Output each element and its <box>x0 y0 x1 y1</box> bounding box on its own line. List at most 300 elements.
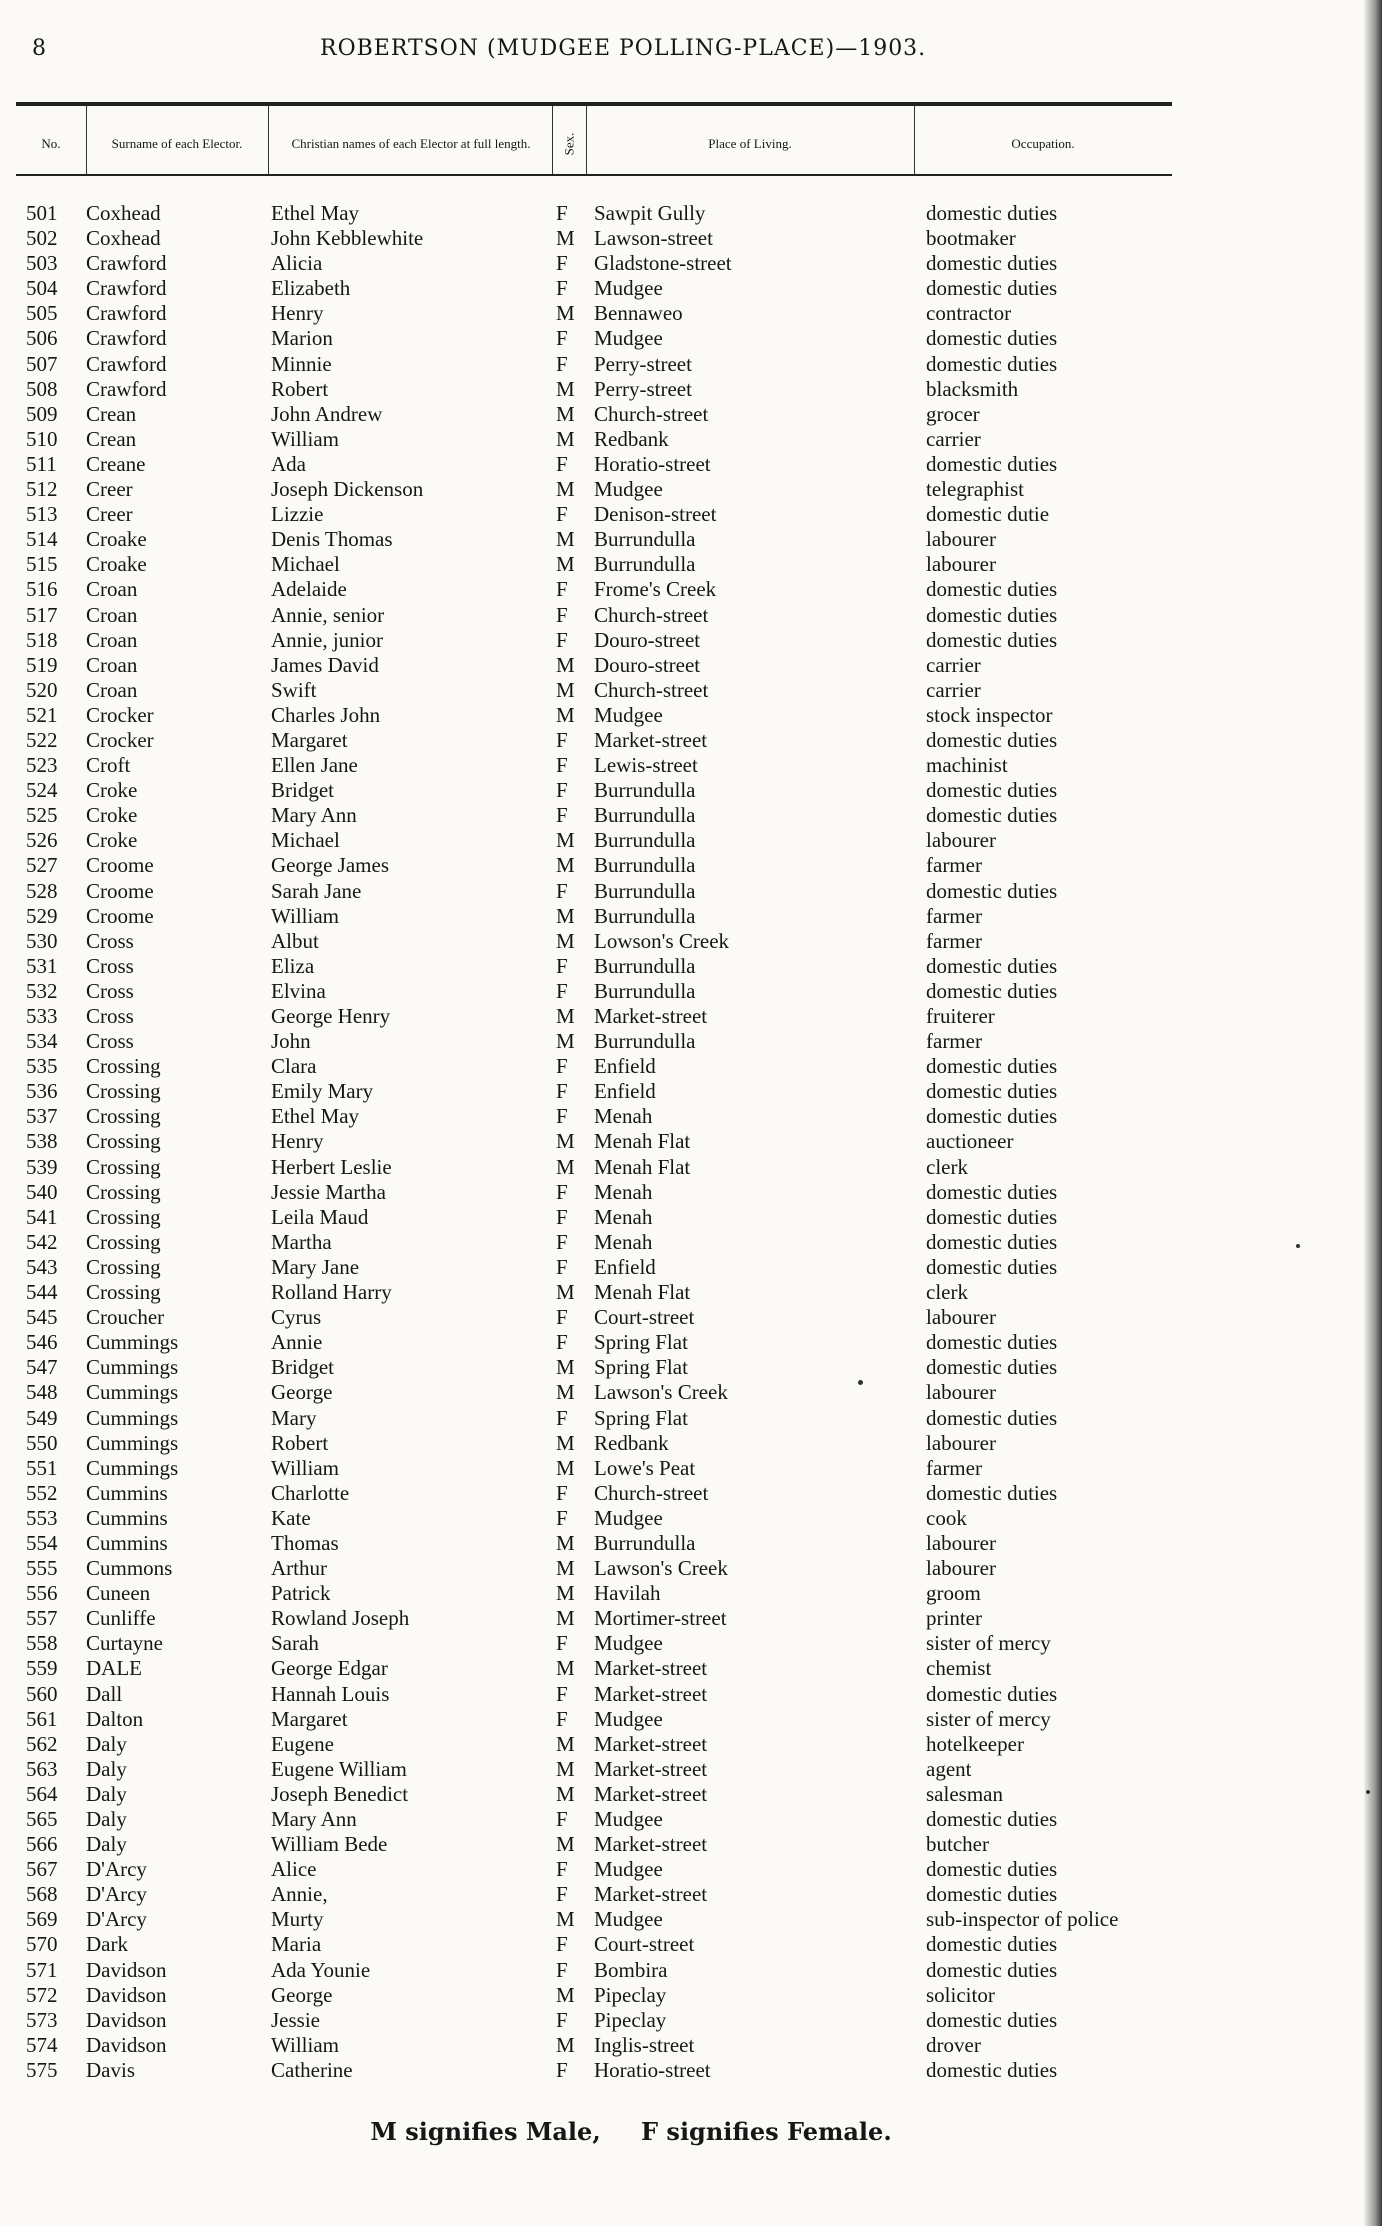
table-row <box>0 979 1382 1004</box>
elector-number: 563 <box>26 1756 58 1781</box>
elector-number: 540 <box>26 1179 58 1204</box>
elector-occupation: domestic duties <box>926 1079 1058 1104</box>
elector-surname: Cross <box>86 1029 134 1054</box>
elector-occupation: domestic duties <box>926 1681 1058 1706</box>
elector-place-of-living: Spring Flat <box>594 1355 688 1380</box>
elector-sex: F <box>556 803 568 828</box>
elector-place-of-living: Lawson's Creek <box>594 1380 728 1405</box>
elector-place-of-living: Market-street <box>594 1656 708 1681</box>
elector-christian-names: George James <box>271 853 389 878</box>
elector-christian-names: Clara <box>271 1054 317 1079</box>
elector-christian-names: William <box>271 426 339 451</box>
elector-christian-names: Patrick <box>271 1581 331 1606</box>
elector-place-of-living: Denison-street <box>594 502 717 527</box>
elector-number: 523 <box>26 753 58 778</box>
elector-occupation: domestic duties <box>926 727 1058 752</box>
elector-occupation: contractor <box>926 301 1012 326</box>
elector-surname: Crawford <box>86 326 167 351</box>
elector-surname: Crossing <box>86 1204 161 1229</box>
elector-surname: Cummins <box>86 1530 168 1555</box>
elector-surname: Croan <box>86 677 138 702</box>
elector-occupation: labourer <box>926 1556 996 1581</box>
elector-number: 562 <box>26 1731 58 1756</box>
elector-sex: F <box>556 1254 568 1279</box>
elector-occupation: domestic duties <box>926 1480 1058 1505</box>
table-row <box>0 1380 1382 1405</box>
table-row <box>0 1456 1382 1481</box>
elector-number: 538 <box>26 1129 58 1154</box>
column-header-occupation: Occupation. <box>1011 136 1075 151</box>
elector-surname: Cross <box>86 928 134 953</box>
elector-surname: Crossing <box>86 1229 161 1254</box>
elector-sex: F <box>556 2057 568 2082</box>
elector-christian-names: Alice <box>271 1857 317 1882</box>
elector-occupation: domestic duties <box>926 326 1058 351</box>
elector-sex: M <box>556 477 575 502</box>
table-row <box>0 1707 1382 1732</box>
elector-sex: M <box>556 1907 575 1932</box>
table-row <box>0 1180 1382 1205</box>
elector-sex: F <box>556 251 568 276</box>
elector-place-of-living: Menah <box>594 1204 653 1229</box>
elector-surname: Cummings <box>86 1405 179 1430</box>
elector-place-of-living: Lewis-street <box>594 753 698 778</box>
elector-sex: F <box>556 602 568 627</box>
elector-place-of-living: Church-street <box>594 401 709 426</box>
elector-place-of-living: Redbank <box>594 1430 669 1455</box>
elector-surname: Croke <box>86 803 138 828</box>
elector-sex: M <box>556 226 575 251</box>
elector-place-of-living: Burrundulla <box>594 978 696 1003</box>
elector-number: 514 <box>26 527 58 552</box>
elector-christian-names: Annie, <box>271 1882 328 1907</box>
elector-number: 516 <box>26 577 58 602</box>
elector-christian-names: Margaret <box>271 727 348 752</box>
table-row <box>0 2033 1382 2058</box>
elector-occupation: clerk <box>926 1280 968 1305</box>
elector-occupation: labourer <box>926 828 996 853</box>
elector-occupation: stock inspector <box>926 702 1053 727</box>
elector-occupation: domestic duties <box>926 1254 1058 1279</box>
table-row <box>0 201 1382 226</box>
table-row <box>0 301 1382 326</box>
elector-christian-names: Albut <box>271 928 319 953</box>
elector-surname: Crawford <box>86 301 167 326</box>
elector-surname: Cuneen <box>86 1581 151 1606</box>
elector-number: 544 <box>26 1280 58 1305</box>
elector-sex: F <box>556 1882 568 1907</box>
elector-number: 501 <box>26 201 58 225</box>
table-row <box>0 803 1382 828</box>
elector-place-of-living: Market-street <box>594 727 708 752</box>
elector-place-of-living: Market-street <box>594 1832 708 1857</box>
elector-christian-names: Bridget <box>271 1355 334 1380</box>
elector-place-of-living: Menah <box>594 1179 653 1204</box>
elector-surname: Coxhead <box>86 226 161 251</box>
elector-surname: Daly <box>86 1807 127 1831</box>
elector-occupation: labourer <box>926 527 996 552</box>
elector-sex: M <box>556 1004 575 1028</box>
elector-sex: M <box>556 1982 575 2007</box>
elector-number: 541 <box>26 1204 58 1229</box>
elector-christian-names: Mary Jane <box>271 1254 360 1279</box>
elector-surname: D'Arcy <box>86 1907 147 1932</box>
table-row <box>0 1983 1382 2008</box>
elector-occupation: domestic duties <box>926 1229 1058 1254</box>
elector-surname: Creer <box>86 477 133 502</box>
elector-number: 568 <box>26 1882 58 1907</box>
elector-place-of-living: Spring Flat <box>594 1405 688 1430</box>
elector-place-of-living: Mortimer-street <box>594 1606 727 1631</box>
table-row <box>0 251 1382 276</box>
elector-place-of-living: Market-street <box>594 1756 708 1781</box>
elector-list <box>0 201 1382 2083</box>
elector-occupation: sister of mercy <box>926 1631 1051 1656</box>
elector-number: 546 <box>26 1330 58 1355</box>
ink-speck <box>858 1380 863 1385</box>
elector-sex: F <box>556 1204 568 1229</box>
elector-surname: Cross <box>86 978 134 1003</box>
elector-occupation: domestic duties <box>926 803 1058 828</box>
elector-sex: F <box>556 1631 568 1656</box>
elector-christian-names: Robert <box>271 376 329 401</box>
page-number: 8 <box>32 36 46 61</box>
table-row <box>0 1230 1382 1255</box>
elector-surname: Cummings <box>86 1455 179 1480</box>
elector-place-of-living: Pipeclay <box>594 1982 667 2007</box>
elector-place-of-living: Market-street <box>594 1882 708 1907</box>
elector-place-of-living: Douro-street <box>594 627 701 652</box>
elector-surname: Crean <box>86 401 137 426</box>
elector-place-of-living: Market-street <box>594 1004 708 1028</box>
elector-place-of-living: Church-street <box>594 1480 709 1505</box>
elector-sex: F <box>556 2007 568 2032</box>
elector-christian-names: George Edgar <box>271 1656 388 1681</box>
elector-occupation: domestic duties <box>926 1857 1058 1882</box>
elector-christian-names: Cyrus <box>271 1305 322 1330</box>
table-row <box>0 653 1382 678</box>
elector-sex: M <box>556 1530 575 1555</box>
elector-sex: M <box>556 1430 575 1455</box>
elector-surname: Cross <box>86 953 134 978</box>
elector-place-of-living: Mudgee <box>594 477 663 502</box>
elector-sex: F <box>556 1079 568 1104</box>
elector-place-of-living: Spring Flat <box>594 1330 688 1355</box>
elector-surname: Crawford <box>86 276 167 301</box>
elector-number: 506 <box>26 326 58 351</box>
ink-speck <box>1296 1244 1300 1248</box>
elector-number: 511 <box>26 451 57 476</box>
elector-surname: Crossing <box>86 1104 161 1129</box>
elector-christian-names: Minnie <box>271 351 332 376</box>
elector-surname: Croke <box>86 778 138 803</box>
elector-place-of-living: Burrundulla <box>594 828 696 853</box>
elector-number: 521 <box>26 702 58 727</box>
elector-occupation: labourer <box>926 1305 996 1330</box>
elector-number: 537 <box>26 1104 58 1129</box>
elector-place-of-living: Menah Flat <box>594 1154 691 1179</box>
elector-christian-names: William Bede <box>271 1832 388 1857</box>
elector-surname: Dark <box>86 1932 128 1957</box>
elector-sex: M <box>556 426 575 451</box>
elector-christian-names: Henry <box>271 1129 324 1154</box>
elector-place-of-living: Redbank <box>594 426 669 451</box>
elector-sex: M <box>556 1656 575 1681</box>
elector-sex: F <box>556 1957 568 1982</box>
elector-surname: Crean <box>86 426 137 451</box>
male-legend: M signifies Male, <box>370 2117 601 2146</box>
elector-place-of-living: Market-street <box>594 1731 708 1756</box>
elector-place-of-living: Pipeclay <box>594 2007 667 2032</box>
elector-occupation: domestic duties <box>926 1355 1058 1380</box>
elector-number: 552 <box>26 1480 58 1505</box>
elector-christian-names: Eliza <box>271 953 315 978</box>
column-header-sex-label: Sex. <box>561 132 576 156</box>
table-row <box>0 1556 1382 1581</box>
elector-sex: F <box>556 1330 568 1355</box>
elector-place-of-living: Menah Flat <box>594 1129 691 1154</box>
elector-surname: Crossing <box>86 1179 161 1204</box>
elector-sex: F <box>556 451 568 476</box>
elector-place-of-living: Menah <box>594 1229 653 1254</box>
elector-occupation: domestic duties <box>926 2007 1058 2032</box>
table-row <box>0 1656 1382 1681</box>
elector-sex: M <box>556 1832 575 1857</box>
elector-place-of-living: Burrundulla <box>594 1029 696 1054</box>
elector-occupation: agent <box>926 1756 972 1781</box>
elector-christian-names: Charlotte <box>271 1480 350 1505</box>
elector-occupation: labourer <box>926 1430 996 1455</box>
elector-place-of-living: Church-street <box>594 602 709 627</box>
elector-occupation: butcher <box>926 1832 989 1857</box>
elector-surname: Daly <box>86 1731 127 1756</box>
elector-sex: F <box>556 1932 568 1957</box>
column-header-no: No. <box>41 136 61 151</box>
elector-sex: M <box>556 1280 575 1305</box>
elector-surname: Dalton <box>86 1706 144 1731</box>
elector-christian-names: William <box>271 2032 339 2057</box>
elector-place-of-living: Inglis-street <box>594 2032 695 2057</box>
elector-christian-names: Charles John <box>271 702 381 727</box>
elector-number: 510 <box>26 426 58 451</box>
elector-occupation: domestic duties <box>926 1932 1058 1957</box>
elector-place-of-living: Burrundulla <box>594 1530 696 1555</box>
elector-surname: Croome <box>86 878 154 903</box>
elector-occupation: domestic duties <box>926 1807 1058 1831</box>
elector-surname: Crossing <box>86 1079 161 1104</box>
elector-surname: D'Arcy <box>86 1857 147 1882</box>
elector-occupation: groom <box>926 1581 981 1606</box>
elector-occupation: domestic duties <box>926 878 1058 903</box>
elector-number: 558 <box>26 1631 58 1656</box>
elector-occupation: bootmaker <box>926 226 1016 251</box>
elector-number: 548 <box>26 1380 58 1405</box>
elector-place-of-living: Sawpit Gully <box>594 201 706 225</box>
elector-place-of-living: Church-street <box>594 677 709 702</box>
elector-place-of-living: Gladstone-street <box>594 251 732 276</box>
table-row <box>0 377 1382 402</box>
elector-surname: Davidson <box>86 1982 167 2007</box>
elector-sex: F <box>556 1807 568 1831</box>
elector-christian-names: Eugene William <box>271 1756 407 1781</box>
elector-christian-names: Herbert Leslie <box>271 1154 392 1179</box>
table-row <box>0 728 1382 753</box>
elector-number: 517 <box>26 602 58 627</box>
elector-sex: F <box>556 326 568 351</box>
elector-sex: M <box>556 1455 575 1480</box>
elector-number: 518 <box>26 627 58 652</box>
elector-sex: F <box>556 753 568 778</box>
elector-place-of-living: Enfield <box>594 1054 656 1079</box>
elector-occupation: chemist <box>926 1656 992 1681</box>
elector-sex: F <box>556 953 568 978</box>
elector-sex: F <box>556 627 568 652</box>
table-row <box>0 753 1382 778</box>
elector-number: 534 <box>26 1029 58 1054</box>
table-row <box>0 1305 1382 1330</box>
elector-occupation: domestic duties <box>926 953 1058 978</box>
column-header-surname: Surname of each Elector. <box>111 136 243 151</box>
elector-christian-names: Michael <box>271 552 340 577</box>
elector-occupation: farmer <box>926 903 982 928</box>
elector-occupation: hotelkeeper <box>926 1731 1024 1756</box>
elector-place-of-living: Mudgee <box>594 1907 663 1932</box>
column-header-christian-names: Christian names of each Elector at full length. <box>291 136 531 151</box>
elector-sex: F <box>556 778 568 803</box>
elector-number: 507 <box>26 351 58 376</box>
elector-number: 512 <box>26 477 58 502</box>
elector-surname: D'Arcy <box>86 1882 147 1907</box>
elector-christian-names: William <box>271 1455 339 1480</box>
elector-place-of-living: Burrundulla <box>594 853 696 878</box>
elector-number: 575 <box>26 2057 58 2082</box>
elector-occupation: domestic duties <box>926 627 1058 652</box>
elector-sex: M <box>556 1731 575 1756</box>
elector-number: 502 <box>26 226 58 251</box>
elector-occupation: telegraphist <box>926 477 1024 502</box>
elector-occupation: farmer <box>926 1029 982 1054</box>
elector-sex: F <box>556 1054 568 1079</box>
elector-sex: M <box>556 1556 575 1581</box>
elector-christian-names: Adelaide <box>271 577 347 602</box>
table-row <box>0 326 1382 351</box>
elector-occupation: farmer <box>926 928 982 953</box>
table-row <box>0 577 1382 602</box>
table-row <box>0 1481 1382 1506</box>
elector-number: 524 <box>26 778 58 803</box>
elector-number: 527 <box>26 853 58 878</box>
table-row <box>0 552 1382 577</box>
elector-sex: M <box>556 903 575 928</box>
table-row <box>0 352 1382 377</box>
elector-occupation: farmer <box>926 853 982 878</box>
elector-surname: Crawford <box>86 351 167 376</box>
column-header-sex <box>552 116 586 172</box>
table-row <box>0 1255 1382 1280</box>
elector-number: 535 <box>26 1054 58 1079</box>
elector-sex: M <box>556 1606 575 1631</box>
table-row <box>0 954 1382 979</box>
column-divider <box>268 106 269 174</box>
elector-occupation: grocer <box>926 401 980 426</box>
elector-sex: M <box>556 1781 575 1806</box>
elector-occupation: farmer <box>926 1455 982 1480</box>
elector-place-of-living: Mudgee <box>594 326 663 351</box>
elector-christian-names: Thomas <box>271 1530 339 1555</box>
table-row <box>0 1079 1382 1104</box>
elector-christian-names: Henry <box>271 301 324 326</box>
elector-surname: Croft <box>86 753 131 778</box>
elector-surname: Croan <box>86 577 138 602</box>
table-row <box>0 1857 1382 1882</box>
elector-occupation: domestic duties <box>926 1957 1058 1982</box>
elector-number: 564 <box>26 1781 58 1806</box>
elector-number: 533 <box>26 1004 58 1028</box>
elector-occupation: carrier <box>926 652 981 677</box>
elector-place-of-living: Lowe's Peat <box>594 1455 696 1480</box>
elector-surname: DALE <box>86 1656 142 1681</box>
elector-place-of-living: Market-street <box>594 1781 708 1806</box>
elector-occupation: domestic duties <box>926 251 1058 276</box>
elector-sex: M <box>556 1129 575 1154</box>
elector-sex: M <box>556 677 575 702</box>
elector-sex: M <box>556 527 575 552</box>
table-row <box>0 703 1382 728</box>
elector-surname: Cummins <box>86 1505 168 1530</box>
elector-sex: F <box>556 1405 568 1430</box>
elector-christian-names: James David <box>271 652 379 677</box>
elector-place-of-living: Douro-street <box>594 652 701 677</box>
elector-sex: M <box>556 1756 575 1781</box>
elector-sex: F <box>556 1505 568 1530</box>
elector-sex: F <box>556 1681 568 1706</box>
elector-christian-names: Ellen Jane <box>271 753 358 778</box>
elector-occupation: domestic duties <box>926 201 1058 225</box>
elector-christian-names: John Andrew <box>271 401 383 426</box>
elector-sex: M <box>556 1029 575 1054</box>
elector-surname: Crossing <box>86 1054 161 1079</box>
elector-surname: Daly <box>86 1756 127 1781</box>
elector-christian-names: Ethel May <box>271 1104 360 1129</box>
elector-surname: Crossing <box>86 1154 161 1179</box>
elector-surname: Crossing <box>86 1254 161 1279</box>
page-edge-shadow <box>1364 0 1382 2226</box>
elector-place-of-living: Frome's Creek <box>594 577 717 602</box>
elector-place-of-living: Mudgee <box>594 276 663 301</box>
elector-sex: F <box>556 1706 568 1731</box>
elector-place-of-living: Mudgee <box>594 1631 663 1656</box>
elector-christian-names: Catherine <box>271 2057 353 2082</box>
elector-occupation: cook <box>926 1505 967 1530</box>
elector-surname: Cummings <box>86 1330 179 1355</box>
elector-number: 513 <box>26 502 58 527</box>
table-row <box>0 402 1382 427</box>
elector-occupation: carrier <box>926 677 981 702</box>
elector-sex: F <box>556 276 568 301</box>
elector-number: 520 <box>26 677 58 702</box>
table-row <box>0 1205 1382 1230</box>
elector-number: 549 <box>26 1405 58 1430</box>
table-row <box>0 477 1382 502</box>
elector-surname: Davidson <box>86 1957 167 1982</box>
elector-sex: F <box>556 502 568 527</box>
table-row <box>0 1606 1382 1631</box>
table-row <box>0 1932 1382 1957</box>
elector-place-of-living: Enfield <box>594 1079 656 1104</box>
table-row <box>0 879 1382 904</box>
elector-number: 559 <box>26 1656 58 1681</box>
elector-number: 526 <box>26 828 58 853</box>
